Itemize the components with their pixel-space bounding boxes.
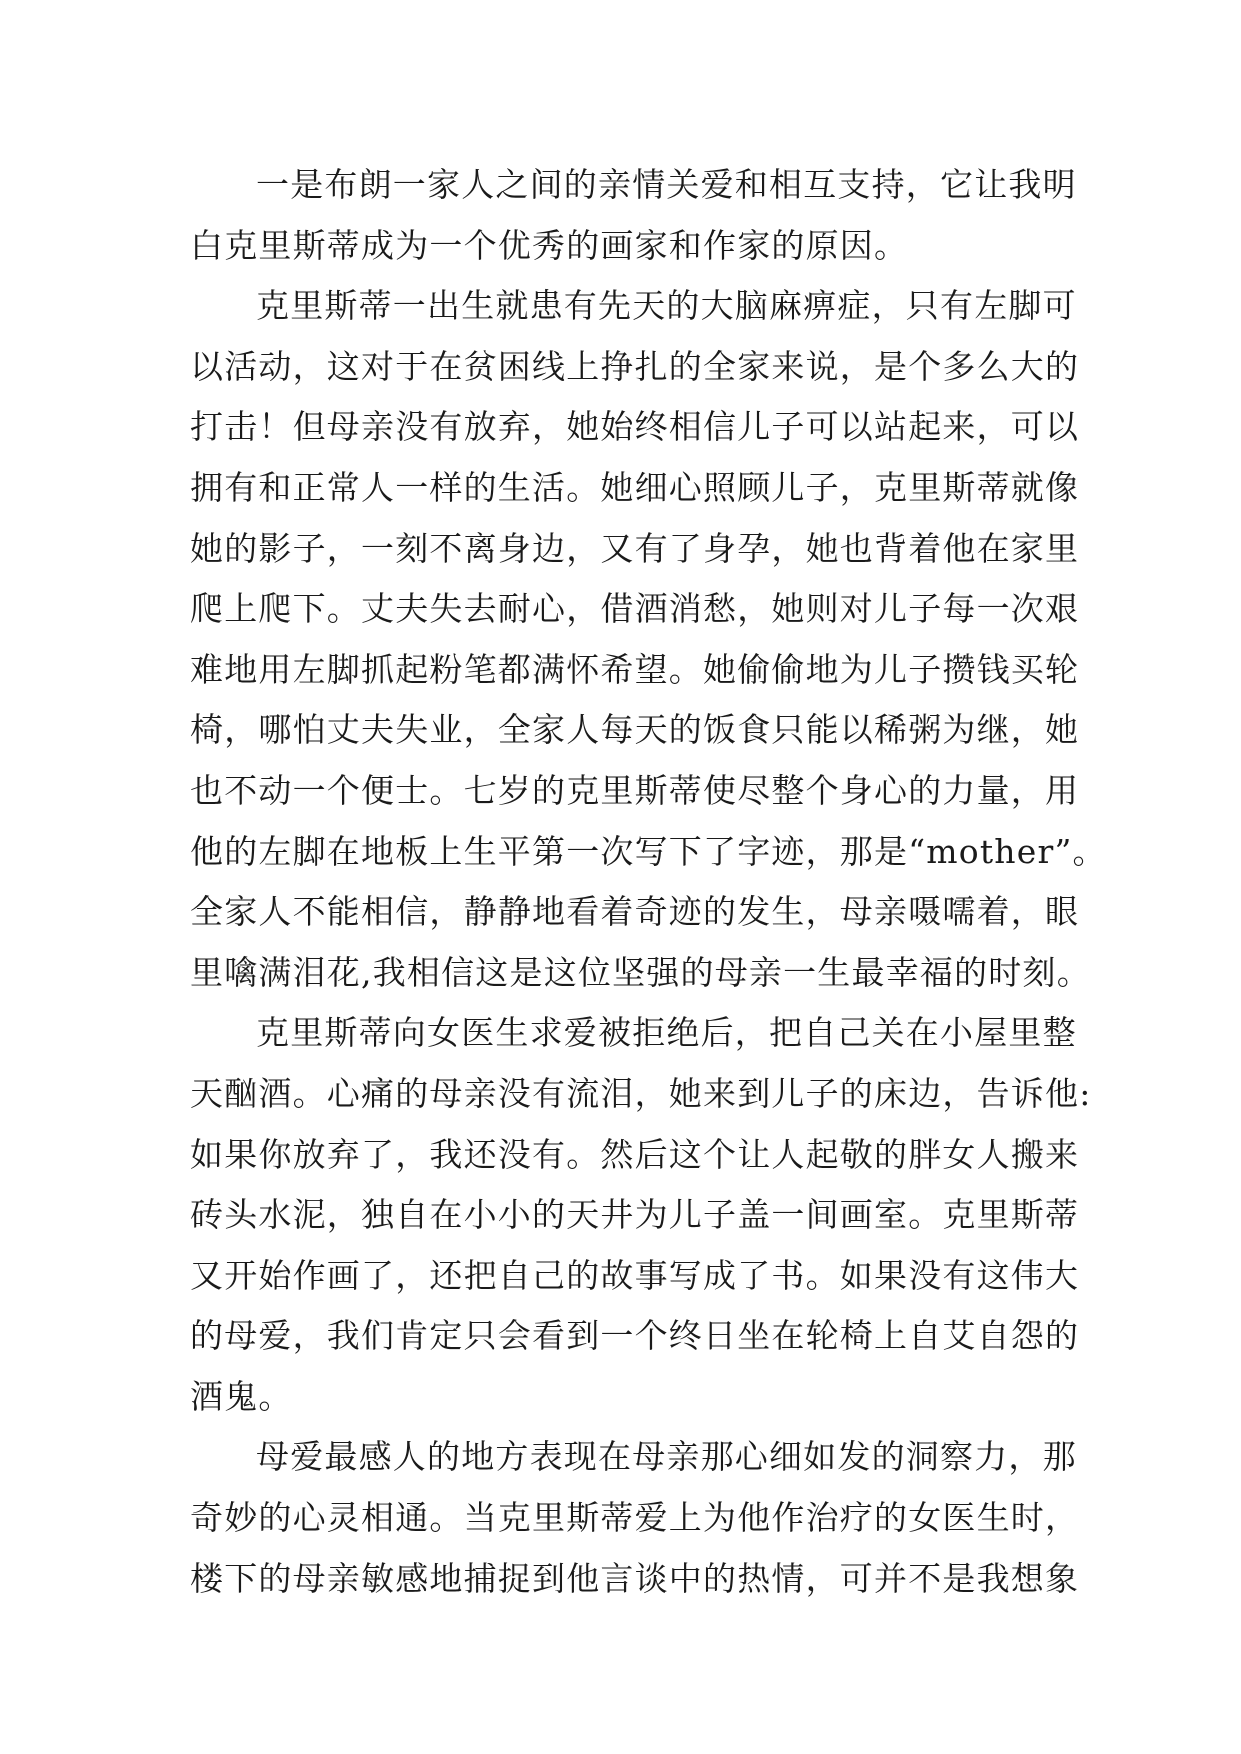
text-line: 打击！但母亲没有放弃，她始终相信儿子可以站起来，可以 (190, 407, 1080, 447)
document-body (190, 155, 1107, 1609)
text-line: 他的左脚在地板上生平第一次写下了字迹，那是“mother”。 (190, 831, 1107, 871)
text-line: 奇妙的心灵相通。当克里斯蒂爱上为他作治疗的女医生时， (190, 1498, 1080, 1538)
text-line: 酒鬼。 (190, 1376, 293, 1416)
text-line: 又开始作画了，还把自己的故事写成了书。如果没有这伟大 (190, 1255, 1080, 1295)
text-line: 白克里斯蒂成为一个优秀的画家和作家的原因。 (190, 225, 909, 265)
text-line: 天酗酒。心痛的母亲没有流泪，她来到儿子的床边，告诉他: (190, 1073, 1092, 1113)
text-line: 如果你放弃了，我还没有。然后这个让人起敬的胖女人搬来 (190, 1134, 1080, 1174)
text-line: 难地用左脚抓起粉笔都满怀希望。她偷偷地为儿子攒钱买轮 (190, 649, 1080, 689)
text-line: 全家人不能相信，静静地看着奇迹的发生，母亲嗫嚅着，眼 (190, 892, 1080, 932)
text-line: 拥有和正常人一样的生活。她细心照顾儿子，克里斯蒂就像 (190, 467, 1080, 507)
text-line: 克里斯蒂向女医生求爱被拒绝后，把自己关在小屋里整 (256, 1013, 1077, 1053)
text-line: 的母爱，我们肯定只会看到一个终日坐在轮椅上自艾自怨的 (190, 1316, 1080, 1356)
text-line: 以活动，这对于在贫困线上挣扎的全家来说，是个多么大的 (190, 346, 1080, 386)
text-line: 也不动一个便士。七岁的克里斯蒂使尽整个身心的力量，用 (190, 770, 1080, 810)
text-line: 母爱最感人的地方表现在母亲那心细如发的洞察力，那 (256, 1437, 1077, 1477)
text-line: 她的影子，一刻不离身边，又有了身孕，她也背着他在家里 (190, 528, 1080, 568)
text-line: 爬上爬下。丈夫失去耐心，借酒消愁，她则对儿子每一次艰 (190, 589, 1080, 629)
text-line: 楼下的母亲敏感地捕捉到他言谈中的热情，可并不是我想象 (190, 1558, 1080, 1598)
text-line: 椅，哪怕丈夫失业，全家人每天的饭食只能以稀粥为继，她 (190, 710, 1080, 750)
text-line: 克里斯蒂一出生就患有先天的大脑麻痹症，只有左脚可 (256, 286, 1077, 326)
text-line: 砖头水泥，独自在小小的天井为儿子盖一间画室。克里斯蒂 (190, 1195, 1080, 1235)
text-line: 里噙满泪花,我相信这是这位坚强的母亲一生最幸福的时刻。 (190, 952, 1091, 992)
text-line: 一是布朗一家人之间的亲情关爱和相互支持，它让我明 (256, 165, 1077, 204)
